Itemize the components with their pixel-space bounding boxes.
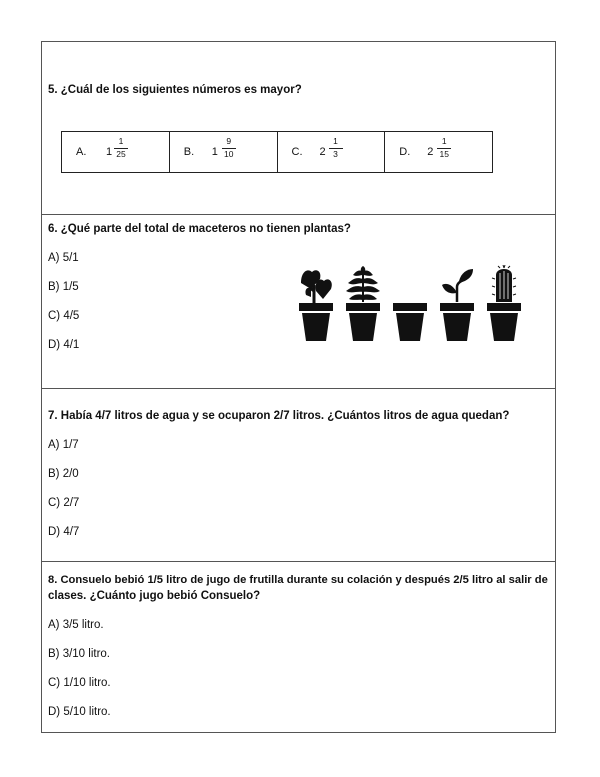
option-a[interactable]: A) 3/5 litro. bbox=[48, 619, 104, 631]
fraction: $\frac{1}{3}$ bbox=[329, 136, 343, 160]
option-b[interactable]: B) 3/10 litro. bbox=[48, 648, 110, 660]
choices-table bbox=[61, 131, 493, 173]
whole-number: 2 bbox=[427, 146, 434, 158]
plant-pot-fern-icon bbox=[346, 266, 380, 341]
fraction: $\frac{9}{10}$ bbox=[222, 136, 236, 160]
empty-pot-icon bbox=[393, 303, 427, 341]
plant-pot-heart-leaves-icon bbox=[299, 270, 333, 341]
flower-pots-illustration bbox=[298, 265, 528, 345]
choice-a[interactable] bbox=[62, 132, 170, 172]
choice-letter: D. bbox=[399, 146, 411, 158]
question-5-section bbox=[42, 42, 555, 215]
plant-pot-sprout-icon bbox=[440, 269, 474, 341]
question-8-section bbox=[42, 562, 555, 734]
whole-number: 1 bbox=[211, 146, 218, 158]
whole-number: 2 bbox=[319, 146, 326, 158]
question-6-text: 6. ¿Qué parte del total de maceteros no tienen plantas? bbox=[48, 223, 351, 235]
option-c[interactable]: C) 1/10 litro. bbox=[48, 677, 111, 689]
option-c[interactable]: C) 4/5 bbox=[48, 310, 80, 322]
question-8-text-line1: 8. Consuelo bebió 1/5 litro de jugo de frutilla durante su colación y después 2/5 litro al salir de bbox=[48, 574, 548, 586]
question-8-text-line2: clases. ¿Cuánto jugo bebió Consuelo? bbox=[48, 590, 261, 602]
option-c[interactable]: C) 2/7 bbox=[48, 497, 80, 509]
choice-letter: C. bbox=[291, 146, 303, 158]
fraction: $\frac{1}{15}$ bbox=[437, 136, 451, 160]
question-5-text: 5. ¿Cuál de los siguientes números es mayor? bbox=[48, 84, 302, 96]
question-6-section bbox=[42, 215, 555, 389]
choice-letter: A. bbox=[76, 146, 87, 158]
option-b[interactable]: B) 2/0 bbox=[48, 468, 79, 480]
option-b[interactable]: B) 1/5 bbox=[48, 281, 79, 293]
option-d[interactable]: D) 4/7 bbox=[48, 526, 80, 538]
choice-b[interactable] bbox=[170, 132, 278, 172]
choice-c[interactable] bbox=[278, 132, 386, 172]
choice-d[interactable] bbox=[385, 132, 492, 172]
option-a[interactable]: A) 1/7 bbox=[48, 439, 79, 451]
option-d[interactable]: D) 4/1 bbox=[48, 339, 80, 351]
fraction: $\frac{1}{25}$ bbox=[114, 136, 128, 160]
choice-letter: B. bbox=[183, 146, 195, 158]
whole-number: 1 bbox=[106, 146, 113, 158]
worksheet-frame bbox=[41, 41, 556, 733]
option-a[interactable]: A) 5/1 bbox=[48, 252, 79, 264]
question-7-text: 7. Había 4/7 litros de agua y se ocuparon 2/7 litros. ¿Cuántos litros de agua quedan? bbox=[48, 410, 510, 422]
option-d[interactable]: D) 5/10 litro. bbox=[48, 706, 111, 718]
question-7-section bbox=[42, 389, 555, 562]
plant-pot-cactus-icon bbox=[487, 265, 521, 341]
